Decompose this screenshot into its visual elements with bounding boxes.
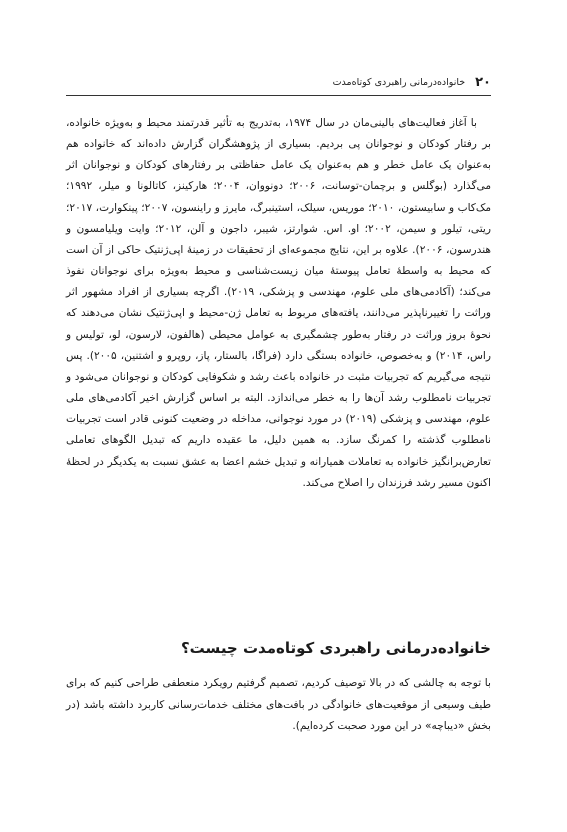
header-rule <box>66 95 491 96</box>
main-text <box>66 113 491 494</box>
page-number: ۲۰ <box>475 74 491 90</box>
section-heading: خانواده‌درمانی راهبردی کوتاه‌مدت چیست؟ <box>180 639 491 657</box>
page-header <box>66 72 491 92</box>
paragraph-1: با آغاز فعالیت‌های بالینی‌مان در سال ۱۹۷۴، به‌تدریج به تأثیر قدرتمند محیط و به‌ویژه خانواده، بر رفتار کودکان و نوجوانان پی بردیم. بسیاری از پژوهشگران گزارش داده‌اند که خانواده هم به‌عنوان یک عامل خطر و هم به‌عنوان یک عامل حفاظتی بر رفتارهای کودکان و نوجوانان اثر می‌گذارد (بوگلس و برچمان-توسانت، ۲۰۰۶؛ دونووان، ۲۰۰۴؛ هارکینز، کاتالونا و میلر، ۱۹۹۲؛ مک‌کاب و سابیستون، ۲۰۱۰؛ موریس، سیلک، استینبرگ، مایرز و راینسون، ۲۰۰۷؛ پینکوارت، ۲۰۱۷؛ ریتی، تیلور و سیمن، ۲۰۰۲؛ او. اس. شوارتز، شیبر، داجون و آلن، ۲۰۱۲؛ وایت ویلیامسون و هندرسون، ۲۰۰۶). علاوه بر این، نتایج مجموعه‌ای از تحقیقات در زمینهٔ اپی‌ژنتیک حاکی از آن است که محیط به واسطهٔ تعامل پیوستهٔ میان زیست‌شناسی و محیط به‌ویژه برای نوجوانان نفوذ می‌کند؛ (آکادمی‌های ملی علوم، مهندسی و پزشکی، ۲۰۱۹). اگرچه بسیاری از افراد مشهور اثر وراثت را تغییرناپذیر می‌دانند، یافته‌های مربوط به تعامل ژن-محیط و اپی‌ژنتیک نشان می‌دهند که نحوهٔ بروز وراثت در رفتار به‌طور چشمگیری به عوامل محیطی (هالفون، لارسون، لو، تولیس و راس، ۲۰۱۴) و به‌خصوص، خانواده بستگی دارد (فراگا، بالستار، پاز، روپرو و اشتنین، ۲۰۰۵). پس نتیجه می‌گیریم که تجربیات مثبت در خانواده باعث رشد و شکوفایی کودکان و نوجوانان می‌شود و تجربیات نامطلوب رشد آن‌ها را به خطر می‌اندازد. البته بر اساس گزارش اخیر آکادمی‌های ملی علوم، مهندسی و پزشکی (۲۰۱۹) در مورد نوجوانی، مداخله در وضعیت کنونی قادر است تجربیات نامطلوب گذشته را کمرنگ سازد. به همین دلیل، ما عقیده داریم که تبدیل الگوهای تعاملی تعارض‌برانگیز خانواده به تعاملات همیارانه و تبدیل خشم اعضا به عشق نسبت به یکدیگر در لحظهٔ اکنون مسیر رشد فرزندان را اصلاح می‌کند. <box>66 117 491 489</box>
section-text <box>66 673 491 738</box>
section-paragraph: با توجه به چالشی که در بالا توصیف کردیم، تصمیم گرفتیم رویکرد منعطفی طراحی کنیم که برای طیف وسیعی از موقعیت‌های خانوادگی در بافت‌های مختلف خدمات‌رسانی کاربرد داشته باشد (در بخش «دیباچه» در این مورد صحبت کرده‌ایم). <box>66 677 491 732</box>
running-title: خانواده‌درمانی راهبردی کوتاه‌مدت <box>332 76 466 88</box>
